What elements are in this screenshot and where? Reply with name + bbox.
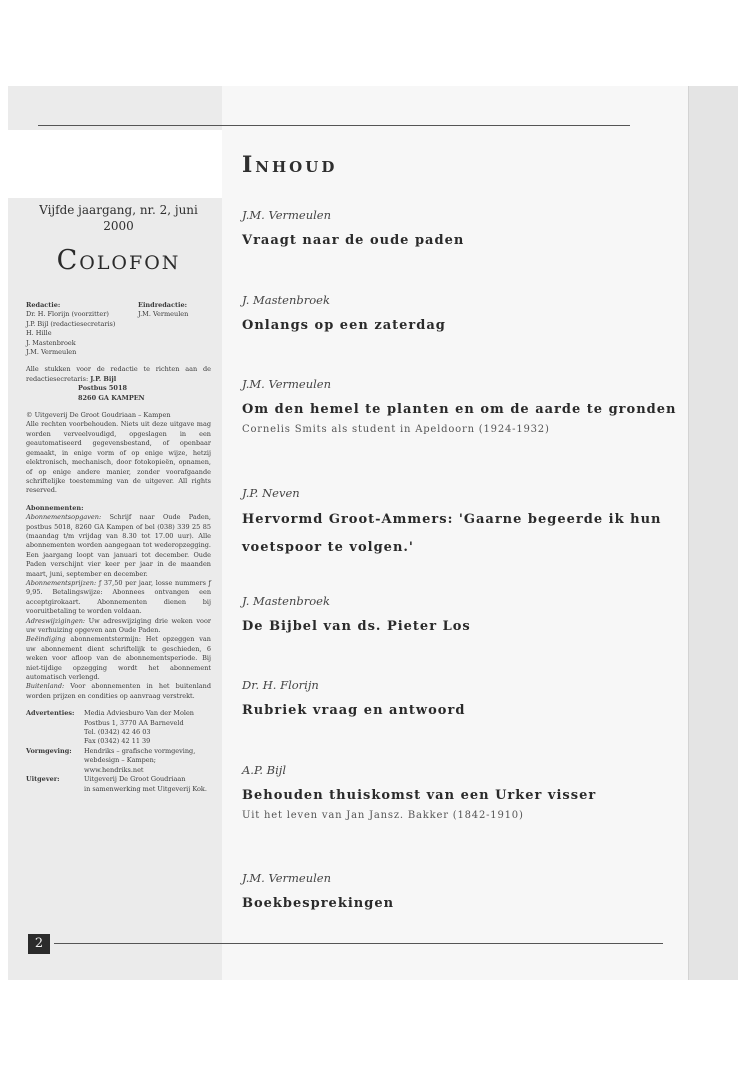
- advertenties-line: Media Adviesburo Van der Molen: [84, 709, 194, 718]
- header-notch: [8, 130, 222, 198]
- toc-title: Om den hemel te planten en om de aarde te gronden: [242, 402, 677, 417]
- toc-author: J. Mastenbroek: [242, 293, 330, 307]
- buitenland-label: Buitenland:: [26, 682, 65, 691]
- eindredactie-column: [138, 301, 211, 357]
- redactie-member: Dr. H. Florijn (voorzitter): [26, 310, 109, 319]
- redactie-member: H. Hille: [26, 329, 52, 338]
- page-number: 2: [28, 934, 50, 954]
- opgaven-label: Abonnementsopgaven:: [26, 513, 102, 522]
- advertenties-values: [84, 709, 211, 747]
- toc-entry: [242, 678, 682, 719]
- uitgever-line: Uitgeverij De Groot Goudriaan: [84, 775, 186, 784]
- address-line: Postbus 5018: [78, 384, 127, 393]
- toc-subtitle: Uit het leven van Jan Jansz. Bakker (1842-1910): [242, 810, 524, 821]
- toc-title: De Bijbel van ds. Pieter Los: [242, 619, 471, 634]
- toc-title: Rubriek vraag en antwoord: [242, 703, 466, 718]
- toc-entry: [242, 293, 682, 334]
- colofon-title: Colofon: [56, 245, 181, 276]
- beeindiging-label: Beëindiging: [26, 635, 66, 644]
- toc-entry: [242, 486, 682, 562]
- toc-author: J.M. Vermeulen: [242, 377, 332, 391]
- redactie-column: [26, 301, 138, 357]
- rights-text: Alle rechten voorbehouden. Niets uit deze uitgave mag worden verveelvoudigd, opgeslagen in een geautomatiseerd gegevensbestand, of openbaar gemaakt, in enige vorm of op enige wijze, hetzij elektronisch, mechanisch, door fotokopieën, opnamen, of op enige andere manier, zonder voorafgaande schriftelijke toestemming van de uitgever. All rights reserved.: [26, 420, 211, 495]
- toc-author: J.M. Vermeulen: [242, 208, 332, 222]
- stukken-note: [26, 365, 211, 384]
- abonnementen-label: Abonnementen:: [26, 503, 84, 512]
- beeindiging-text: abonnementstermijn: Het opzeggen van uw abonnement dient schriftelijk te geschieden, 6 weken voor afloop van de abonnementsperiode. Bij niet-tijdige opzegging wordt het abonnement automatisch verlengd.: [26, 635, 211, 682]
- copyright-line: © Uitgeverij De Groot Goudriaan – Kampen: [26, 411, 171, 420]
- uitgever-values: [84, 775, 211, 794]
- toc-author: J.P. Neven: [242, 486, 300, 500]
- toc-author: J.M. Vermeulen: [242, 871, 332, 885]
- vormgeving-row: [26, 747, 211, 775]
- beeindiging-paragraph: [26, 635, 211, 682]
- edition-line: Vijfde jaargang, nr. 2, juni 2000: [39, 203, 198, 233]
- uitgever-label: Uitgever:: [26, 775, 60, 784]
- vormgeving-line: webdesign – Kampen; www.hendriks.net: [84, 756, 157, 774]
- adres-label: Adreswijzigingen:: [26, 616, 86, 625]
- redactie-block: [26, 301, 211, 357]
- eindredactie-label: Eindredactie:: [138, 301, 187, 309]
- toc-entry: [242, 377, 682, 436]
- toc-author: A.P. Bijl: [242, 763, 287, 777]
- uitgever-row: [26, 775, 211, 794]
- bottom-rule: [54, 943, 663, 944]
- buitenland-text: Voor abonnementen in het buitenland worden prijzen en condities op aanvraag verstrekt.: [26, 682, 211, 700]
- redactie-member: J.P. Bijl (redactiesecretaris): [26, 319, 116, 328]
- page-edge-strip: [688, 86, 738, 980]
- toc-entry: [242, 208, 682, 249]
- opgaven-text: Schrijf naar Oude Paden, postbus 5018, 8260 GA Kampen of bel (038) 339 25 85 (maandag t/m vrijdag van 8.30 tot 17.00 uur). Alle abonnementen worden aangegaan tot wederopzegging. Een jaargang loopt van januari tot december. Oude Paden verschijnt vier keer per jaar in de maanden maart, juni, september en december.: [26, 513, 211, 578]
- toc-entry: [242, 763, 682, 822]
- vormgeving-values: [84, 747, 211, 775]
- prijzen-label: Abonnementsprijzen:: [26, 578, 97, 587]
- inhoud-header: [242, 152, 682, 178]
- vormgeving-line: Hendriks – grafische vormgeving,: [84, 746, 196, 755]
- toc-title: Hervormd Groot-Ammers: 'Gaarne begeerde ik hun voetspoor te volgen.': [242, 512, 662, 555]
- prijzen-paragraph: [26, 579, 211, 617]
- adres-text: Uw adreswijziging drie weken voor uw verhuizing opgeven aan Oude Paden.: [26, 616, 211, 634]
- uitgever-line: in samenwerking met Uitgeverij Kok.: [84, 784, 207, 793]
- stukken-name: J.P. Bijl: [90, 374, 117, 383]
- colofon-column: [26, 202, 211, 794]
- adres-paragraph: [26, 617, 211, 636]
- stukken-text: Alle stukken voor de redactie te richten aan de redactiesecretaris:: [26, 365, 211, 383]
- address-line: 8260 GA KAMPEN: [78, 393, 145, 402]
- redactie-label: Redactie:: [26, 301, 61, 309]
- toc-title: Boekbesprekingen: [242, 896, 395, 911]
- toc-entry: [242, 871, 682, 912]
- advertenties-row: [26, 709, 211, 747]
- advertenties-line: Fax (0342) 42 11 39: [84, 737, 151, 746]
- toc-title: Vraagt naar de oude paden: [242, 233, 465, 248]
- toc-author: Dr. H. Florijn: [242, 678, 319, 692]
- redactie-member: J. Mastenbroek: [26, 338, 76, 347]
- toc-author: J. Mastenbroek: [242, 594, 330, 608]
- toc-subtitle: Cornelis Smits als student in Apeldoorn (1924-1932): [242, 424, 550, 435]
- eindredactie-name: J.M. Vermeulen: [138, 310, 189, 319]
- opgaven-paragraph: [26, 513, 211, 579]
- prijzen-text: ƒ 37,50 per jaar, losse nummers ƒ 9,95. Betalingswijze: Abonnees ontvangen een acceptgirokaart. Abonnementen dienen bij vooruitbetaling te worden voldaan.: [26, 578, 211, 616]
- toc-title: Onlangs op een zaterdag: [242, 318, 446, 333]
- advertenties-label: Advertenties:: [26, 709, 75, 718]
- buitenland-paragraph: [26, 682, 211, 701]
- top-rule: [38, 125, 630, 126]
- toc-entry: [242, 594, 682, 635]
- toc-title: Behouden thuiskomst van een Urker visser: [242, 788, 597, 803]
- redactie-member: J.M. Vermeulen: [26, 348, 77, 357]
- vormgeving-label: Vormgeving:: [26, 746, 72, 755]
- advertenties-line: Tel. (0342) 42 46 03: [84, 728, 151, 737]
- advertenties-line: Postbus 1, 3770 AA Barneveld: [84, 718, 184, 727]
- inhoud-title: Inhoud: [242, 152, 338, 178]
